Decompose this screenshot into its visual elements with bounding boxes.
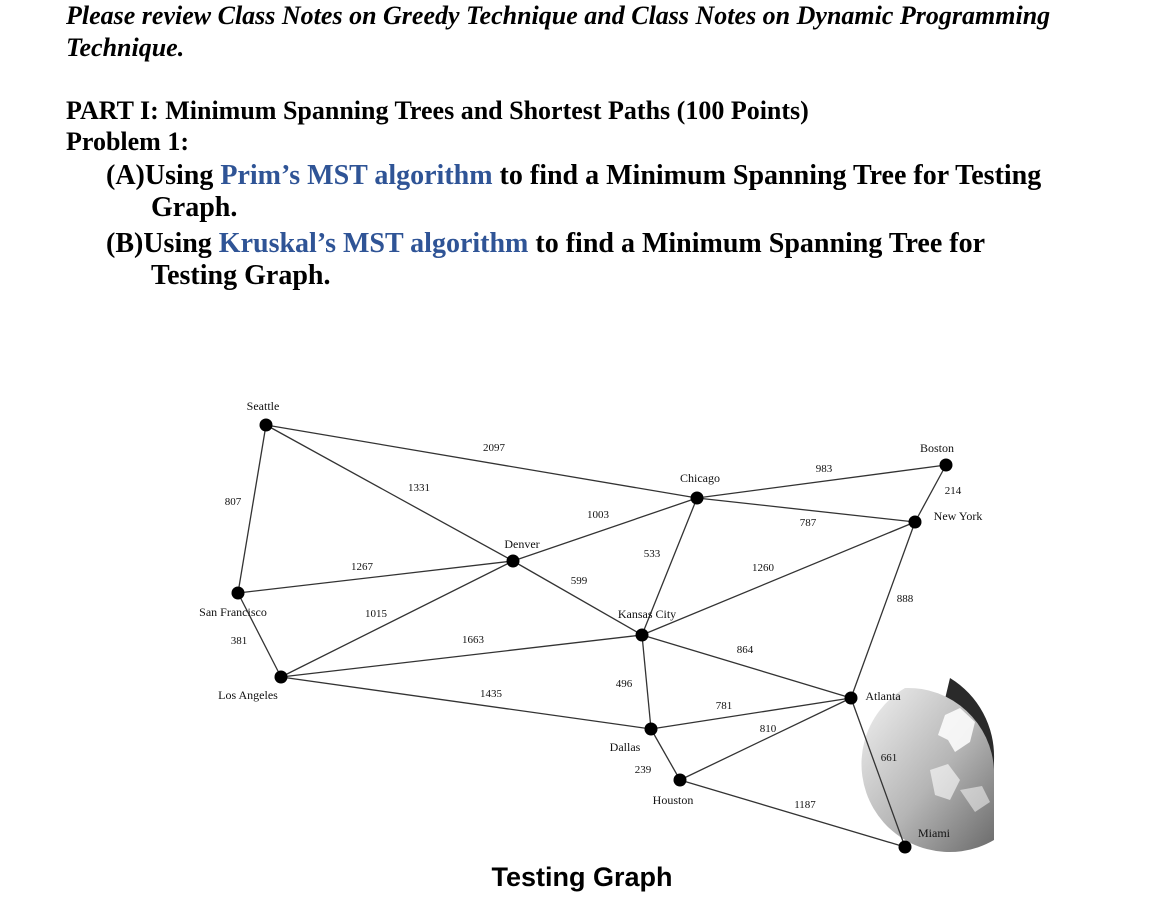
edge-weight-chicago-kc: 533	[643, 548, 661, 560]
edge-dallas-houston	[651, 729, 680, 780]
edge-denver-chicago	[513, 498, 697, 561]
node-label-atlanta: Atlanta	[865, 689, 901, 703]
edge-weight-chicago-ny: 787	[799, 517, 817, 529]
node-houston	[674, 774, 687, 787]
problem-title: Problem 1:	[66, 127, 189, 156]
node-chicago	[691, 492, 704, 505]
edge-weight-seattle-chicago: 2097	[483, 442, 505, 454]
edge-weight-seattle-denver: 1331	[408, 482, 430, 494]
edge-weight-seattle-sf: 807	[224, 496, 242, 508]
edge-weight-dallas-atlanta: 781	[715, 700, 733, 712]
edge-seattle-chicago	[266, 425, 697, 498]
node-label-chicago: Chicago	[680, 471, 720, 485]
task-a-marker: (A)	[106, 160, 145, 191]
edge-weight-boston-ny: 214	[944, 485, 962, 497]
edge-weight-ny-atlanta: 888	[896, 593, 914, 605]
node-seattle	[260, 419, 273, 432]
graph-edges	[238, 425, 946, 847]
edge-weights	[225, 442, 962, 811]
edge-weight-kc-ny: 1260	[752, 562, 774, 574]
node-label-miami: Miami	[918, 826, 950, 840]
edge-weight-la-denver: 1015	[365, 608, 387, 620]
task-b-algorithm: Kruskal’s MST algorithm	[218, 228, 529, 259]
graph-nodes	[232, 419, 953, 854]
edge-la-dallas	[281, 677, 651, 729]
node-miami	[899, 841, 912, 854]
edge-weight-la-kc: 1663	[462, 634, 484, 646]
task-a-pre: Using	[144, 160, 221, 191]
edge-weight-atlanta-miami: 661	[880, 752, 898, 764]
graph-caption: Testing Graph	[491, 862, 673, 892]
edge-weight-chicago-boston: 983	[815, 463, 833, 475]
edge-dallas-atlanta	[651, 698, 851, 729]
node-label-sf: San Francisco	[199, 605, 267, 619]
node-label-la: Los Angeles	[218, 688, 278, 702]
task-b-post: to find a Minimum Spanning Tree for	[528, 228, 986, 259]
edge-kc-ny	[642, 522, 915, 635]
node-label-denver: Denver	[504, 537, 540, 551]
task-b-continuation: Testing Graph.	[151, 260, 331, 291]
task-a-algorithm: Prim’s MST algorithm	[220, 160, 493, 191]
node-label-boston: Boston	[919, 441, 955, 455]
task-a-continuation: Graph.	[151, 192, 238, 223]
edge-ny-atlanta	[851, 522, 915, 698]
edge-weight-sf-denver: 1267	[351, 561, 373, 573]
node-label-ny: New York	[933, 509, 983, 523]
node-label-houston: Houston	[652, 793, 694, 807]
task-a-post: to find a Minimum Spanning Tree for Testing	[492, 160, 1042, 191]
edge-weight-dallas-houston: 239	[634, 764, 652, 776]
edge-weight-denver-chicago: 1003	[587, 509, 609, 521]
node-kc	[636, 629, 649, 642]
edge-seattle-sf	[238, 425, 266, 593]
node-ny	[909, 516, 922, 529]
node-atlanta	[845, 692, 858, 705]
node-label-dallas: Dallas	[609, 740, 641, 754]
intro-text: Please review Class Notes on Greedy Technique and Class Notes on Dynamic Programming Technique.	[66, 1, 1051, 62]
node-denver	[507, 555, 520, 568]
node-la	[275, 671, 288, 684]
edge-denver-kc	[513, 561, 642, 635]
edge-la-denver	[281, 561, 513, 677]
edge-weight-denver-kc: 599	[570, 575, 588, 587]
edge-weight-houston-miami: 1187	[794, 799, 816, 811]
node-boston	[940, 459, 953, 472]
edge-weight-kc-dallas: 496	[615, 678, 633, 690]
node-dallas	[645, 723, 658, 736]
node-label-seattle: Seattle	[246, 399, 280, 413]
part-title: PART I: Minimum Spanning Trees and Shortest Paths (100 Points)	[66, 96, 809, 125]
edge-weight-sf-la: 381	[230, 635, 248, 647]
task-b-marker: (B)	[106, 228, 144, 259]
edge-weight-la-dallas: 1435	[480, 688, 502, 700]
edge-weight-houston-atlanta: 810	[759, 723, 777, 735]
node-sf	[232, 587, 245, 600]
edge-sf-denver	[238, 561, 513, 593]
edge-houston-atlanta	[680, 698, 851, 780]
edge-weight-kc-atlanta: 864	[736, 644, 754, 656]
task-b-pre: Using	[143, 228, 219, 259]
node-label-kc: Kansas City	[617, 607, 677, 621]
edge-kc-dallas	[642, 635, 651, 729]
